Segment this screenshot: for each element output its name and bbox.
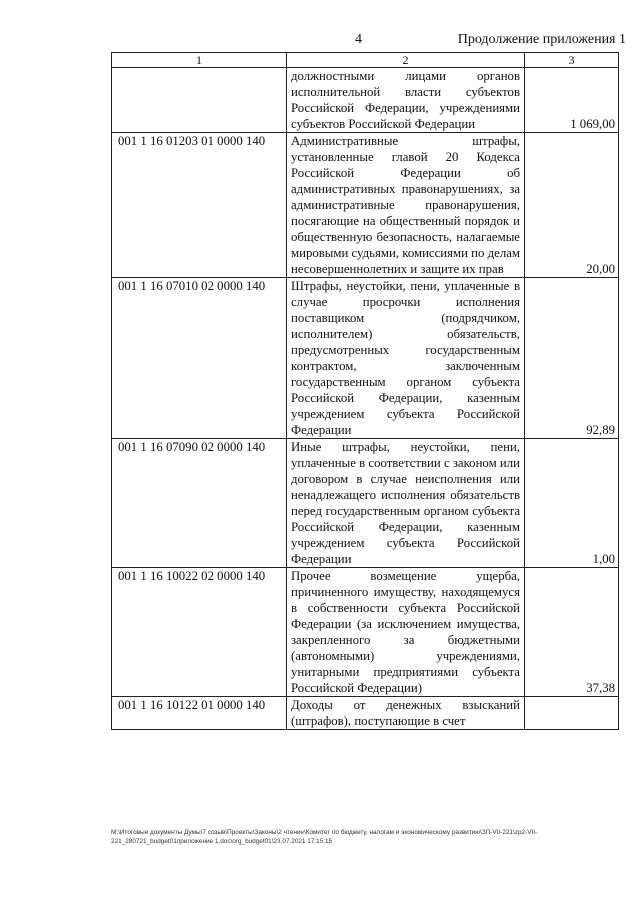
- description: Доходы от денежных взысканий (штрафов), поступающие в счет: [287, 697, 525, 730]
- amount: [525, 697, 619, 730]
- budget-code: 001 1 16 07010 02 0000 140: [112, 278, 287, 439]
- file-path-footer: M:\Итоговые документы Думы\7 созыв\Проекты\Законы\2 чтение\Комитет по бюджету, налогам и экономическому развитию\ЗП-VII-221\zp2-VII-221_280721_budget01приложение 1.doc\org_budget01\23.07.2021 17:15:15: [111, 829, 538, 845]
- amount: 37,38: [525, 568, 619, 697]
- revenue-table: [111, 52, 619, 730]
- budget-code: 001 1 16 07090 02 0000 140: [112, 439, 287, 568]
- table-row: [112, 697, 619, 730]
- column-header: 2: [287, 53, 525, 68]
- page-number: 4: [355, 32, 362, 47]
- amount: 1 069,00: [525, 68, 619, 133]
- table-row: [112, 568, 619, 697]
- amount: 20,00: [525, 133, 619, 278]
- description: должностными лицами органов исполнительной власти субъектов Российской Федерации, учреждениями субъектов Российской Федерации: [287, 68, 525, 133]
- budget-code: 001 1 16 01203 01 0000 140: [112, 133, 287, 278]
- column-header: 1: [112, 53, 287, 68]
- amount: 92,89: [525, 278, 619, 439]
- budget-code: 001 1 16 10022 02 0000 140: [112, 568, 287, 697]
- table-row: [112, 278, 619, 439]
- table-header-row: [112, 53, 619, 68]
- table-row: [112, 68, 619, 133]
- description: Прочее возмещение ущерба, причиненного имуществу, находящемуся в собственности субъекта Российской Федерации (за исключением имущества, закрепленного за бюджетными (автономными) учреждениями, унитарными предприятиями субъекта Российской Федерации): [287, 568, 525, 697]
- description: Иные штрафы, неустойки, пени, уплаченные в соответствии с законом или договором в случае неисполнения или ненадлежащего исполнения обязательств перед государственным органом субъекта Российской Федерации, казенным учреждением субъекта Российской Федерации: [287, 439, 525, 568]
- description: Штрафы, неустойки, пени, уплаченные в случае просрочки исполнения поставщиком (подрядчиком, исполнителем) обязательств, предусмотренных государственным контрактом, заключенным государственным органом субъекта Российской Федерации, казенным учреждением субъекта Российской Федерации: [287, 278, 525, 439]
- budget-code: 001 1 16 10122 01 0000 140: [112, 697, 287, 730]
- continuation-label: Продолжение приложения 1: [457, 32, 626, 47]
- column-header: 3: [525, 53, 619, 68]
- table-row: [112, 439, 619, 568]
- description: Административные штрафы, установленные главой 20 Кодекса Российской Федерации об административных правонарушениях, за административные правонарушения, посягающие на общественный порядок и общественную безопасность, налагаемые мировыми судьями, комиссиями по делам несовершеннолетних и защите их прав: [287, 133, 525, 278]
- table-row: [112, 133, 619, 278]
- amount: 1,00: [525, 439, 619, 568]
- budget-code: [112, 68, 287, 133]
